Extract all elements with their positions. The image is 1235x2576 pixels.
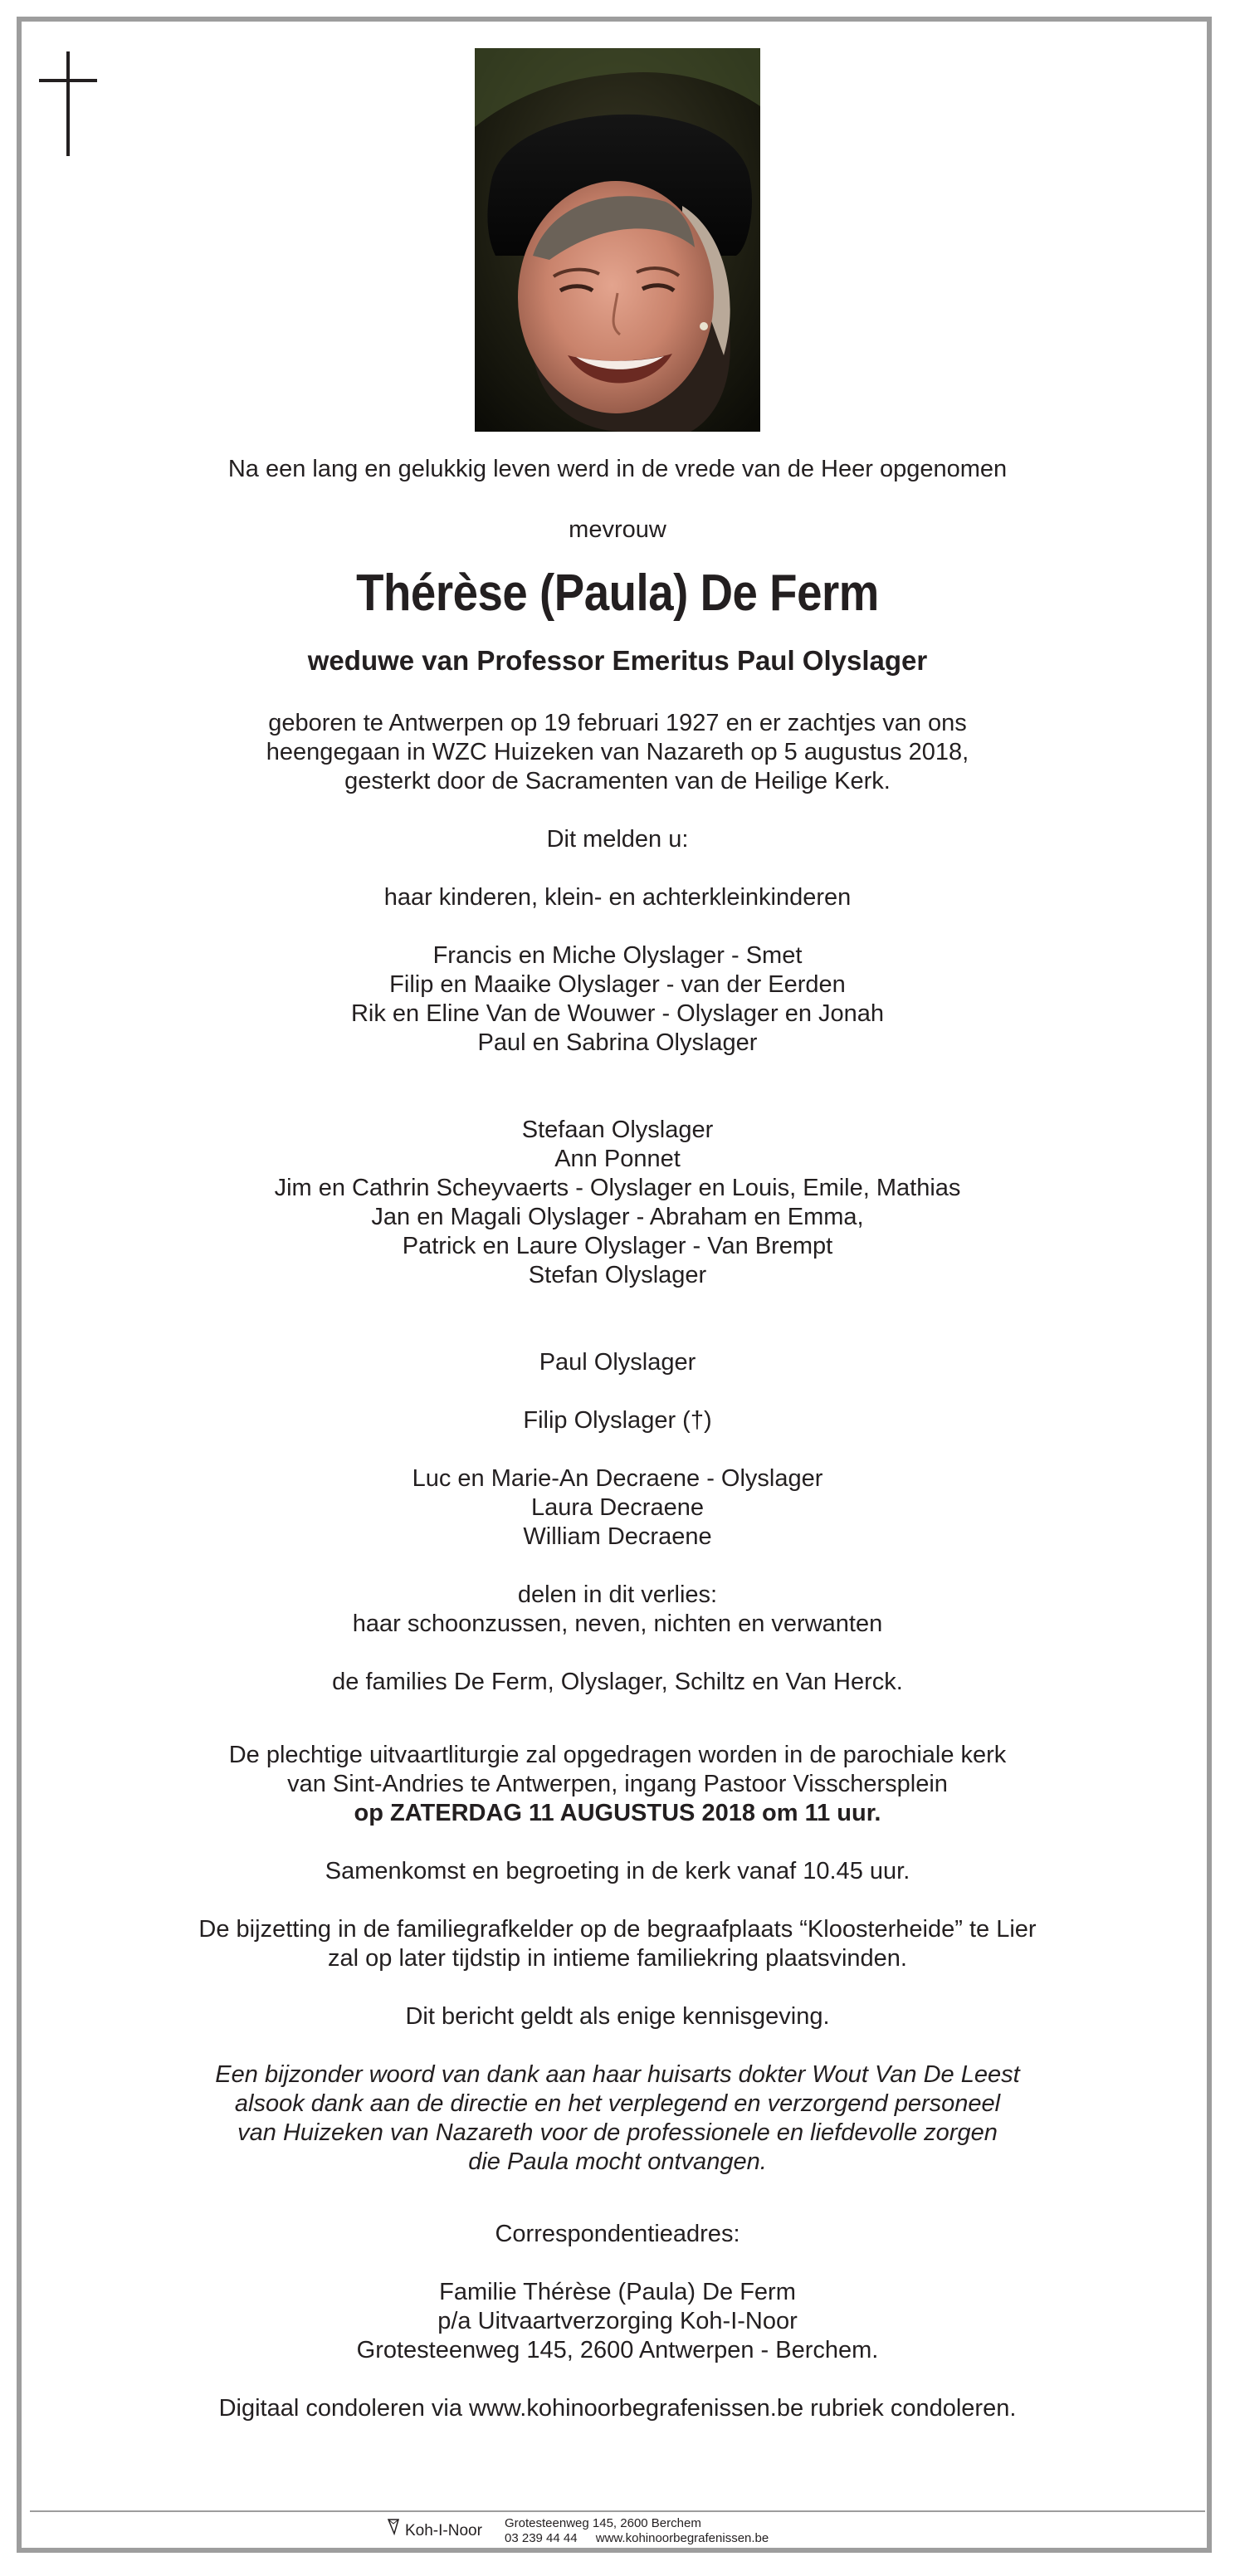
list-item: Filip en Maaike Olyslager - van der Eerden [389, 971, 846, 998]
announcement-text [66, 455, 1169, 2423]
diamond-logo-icon [387, 2517, 400, 2535]
text-line: Familie Thérèse (Paula) De Ferm [439, 2279, 796, 2305]
birth-death-paragraph [66, 709, 1169, 796]
portrait-photo [475, 48, 760, 432]
text-line: Een bijzonder woord van dank aan haar huisarts dokter Wout Van De Leest [215, 2061, 1020, 2088]
text-line: gesterkt door de Sacramenten van de Heilige Kerk. [344, 768, 891, 794]
text-line: delen in dit verlies: [517, 1581, 718, 1608]
list-item: William Decraene [523, 1523, 712, 1550]
list-item: Jim en Cathrin Scheyvaerts - Olyslager en Louis, Emile, Mathias [274, 1175, 961, 1201]
text-line: alsook dank aan de directie en het verplegend en verzorgend personeel [234, 2090, 1001, 2117]
children-list [66, 941, 1169, 1058]
list-item: Jan en Magali Olyslager - Abraham en Emma, [371, 1204, 864, 1230]
list-item: Francis en Miche Olyslager - Smet [432, 942, 803, 969]
grandchildren-list-a [66, 1116, 1169, 1290]
announce-line: Dit melden u: [546, 826, 689, 853]
burial-paragraph [66, 1915, 1169, 1973]
condolence-line: Digitaal condoleren via www.kohinoorbegrafenissen.be rubriek condoleren. [218, 2395, 1017, 2422]
footer-address: Grotesteenweg 145, 2600 Berchem [505, 2516, 701, 2530]
honorific: mevrouw [569, 516, 666, 543]
cross-icon [39, 51, 119, 156]
list-item: Patrick en Laure Olyslager - Van Brempt [402, 1233, 833, 1259]
text-line: De plechtige uitvaartliturgie zal opgedragen worden in de parochiale kerk [228, 1742, 1007, 1768]
footer-contact [505, 2531, 769, 2546]
liturgy-date: op ZATERDAG 11 AUGUSTUS 2018 om 11 uur. [354, 1800, 881, 1826]
list-item: Luc en Marie-An Decraene - Olyslager [412, 1465, 823, 1492]
footer [0, 2514, 1235, 2550]
grandchildren-list-b [66, 1464, 1169, 1552]
correspondence-address [66, 2278, 1169, 2365]
correspondence-label: Correspondentieadres: [495, 2221, 740, 2247]
list-item: Filip Olyslager (†) [523, 1407, 712, 1434]
text-line: De bijzetting in de familiegrafkelder op de begraafplaats “Kloosterheide” te Lier [198, 1916, 1037, 1943]
text-line: heengegaan in WZC Huizeken van Nazareth op 5 augustus 2018, [266, 739, 969, 765]
list-item: Stefan Olyslager [528, 1262, 707, 1288]
text-line: van Huizeken van Nazareth voor de professionele en liefdevolle zorgen [237, 2119, 998, 2146]
gathering-line: Samenkomst en begroeting in de kerk vanaf 10.45 uur. [325, 1858, 910, 1884]
list-item: Ann Ponnet [554, 1146, 681, 1172]
list-item: Paul Olyslager [539, 1349, 696, 1376]
widow-of-line: weduwe van Professor Emeritus Paul Olyslager [307, 645, 928, 676]
liturgy-paragraph [66, 1741, 1169, 1828]
footer-divider [30, 2510, 1205, 2512]
families-line: de families De Ferm, Olyslager, Schiltz en Van Herck. [332, 1669, 903, 1695]
text-line: Grotesteenweg 145, 2600 Antwerpen - Berchem. [356, 2337, 879, 2363]
list-item: Paul en Sabrina Olyslager [477, 1029, 758, 1056]
intro-line: Na een lang en gelukkig leven werd in de vrede van de Heer opgenomen [227, 456, 1008, 482]
text-line: die Paula mocht ontvangen. [468, 2148, 767, 2175]
text-line: geboren te Antwerpen op 19 februari 1927 en er zachtjes van ons [268, 710, 967, 736]
list-item: Rik en Eline Van de Wouwer - Olyslager en Jonah [350, 1000, 885, 1027]
brand-name: Koh-I-Noor [405, 2522, 482, 2539]
family-intro: haar kinderen, klein- en achterkleinkinderen [383, 884, 852, 911]
thanks-paragraph [66, 2060, 1169, 2177]
text-line: p/a Uitvaartverzorging Koh-I-Noor [437, 2308, 798, 2334]
text-line: haar schoonzussen, neven, nichten en verwanten [352, 1611, 883, 1637]
deceased-name: Thérèse (Paula) De Ferm [356, 565, 879, 622]
notice-line: Dit bericht geldt als enige kennisgeving. [405, 2003, 830, 2030]
text-line: zal op later tijdstip in intieme familiekring plaatsvinden. [328, 1945, 907, 1972]
list-item: Stefaan Olyslager [521, 1117, 714, 1143]
footer-phone: 03 239 44 44 [505, 2531, 578, 2545]
text-line: van Sint-Andries te Antwerpen, ingang Pastoor Visschersplein [287, 1771, 948, 1797]
footer-website: www.kohinoorbegrafenissen.be [595, 2531, 769, 2545]
list-item: Laura Decraene [531, 1494, 704, 1521]
